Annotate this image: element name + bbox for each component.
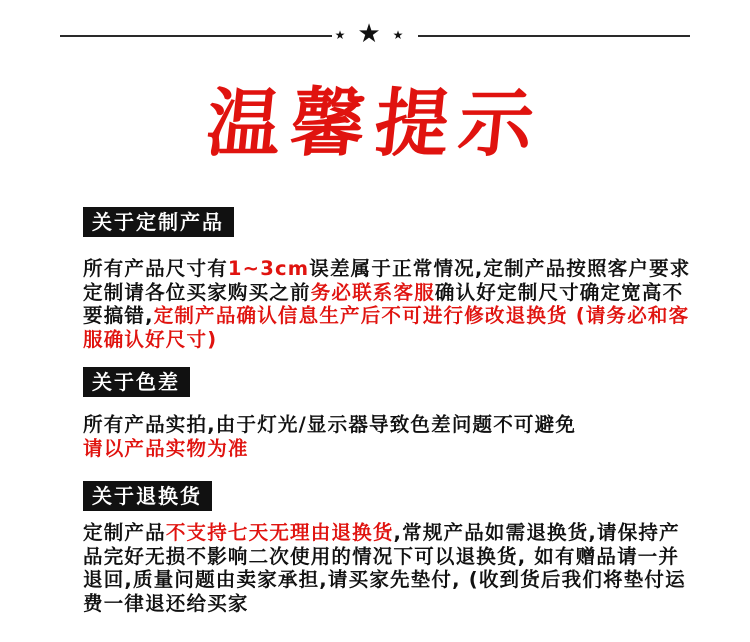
highlight-text: 请以产品实物为准 <box>83 436 249 460</box>
highlight-text: 不支持七天无理由退换货 <box>165 521 394 544</box>
section-heading-returns: 关于退换货 <box>83 481 212 511</box>
star-icon: ★ <box>392 28 416 42</box>
star-icon: ★ <box>334 28 358 42</box>
body-text: 确认好定制尺寸确定宽高不要搞错, <box>83 280 684 327</box>
divider-line-right <box>418 35 690 37</box>
section-body-color-difference <box>83 413 693 460</box>
star-icon: ★ <box>357 19 393 49</box>
section-body-returns <box>83 521 693 615</box>
highlight-text: 1~3cm <box>227 257 310 280</box>
body-text: 定制产品 <box>83 521 166 544</box>
body-text: 误差属于正常情况,定制产品按照客户要求定制请各位买家购买之前 <box>83 257 691 304</box>
body-text: 所有产品尺寸有 <box>83 257 228 280</box>
body-text: ,常规产品如需退换货,请保持产品完好无损不影响二次使用的情况下可以退换货, 如有赠品请一并退回,质量问题由卖家承担,请买家先垫付, (收到货后我们将垫付运费一律退还给买家 <box>83 521 686 615</box>
section-heading-custom-products: 关于定制产品 <box>83 207 234 237</box>
highlight-text: 定制产品确认信息生产后不可进行修改退换货 (请务必和客服确认好尺寸) <box>83 304 690 351</box>
body-text: 所有产品实拍,由于灯光/显示器导致色差问题不可避免 <box>83 413 577 436</box>
section-body-custom-products <box>83 257 693 351</box>
page-title: 温馨提示 <box>202 81 548 167</box>
highlight-text: 务必联系客服 <box>310 280 435 304</box>
decorative-divider <box>60 19 690 49</box>
section-heading-color-difference: 关于色差 <box>83 367 190 397</box>
